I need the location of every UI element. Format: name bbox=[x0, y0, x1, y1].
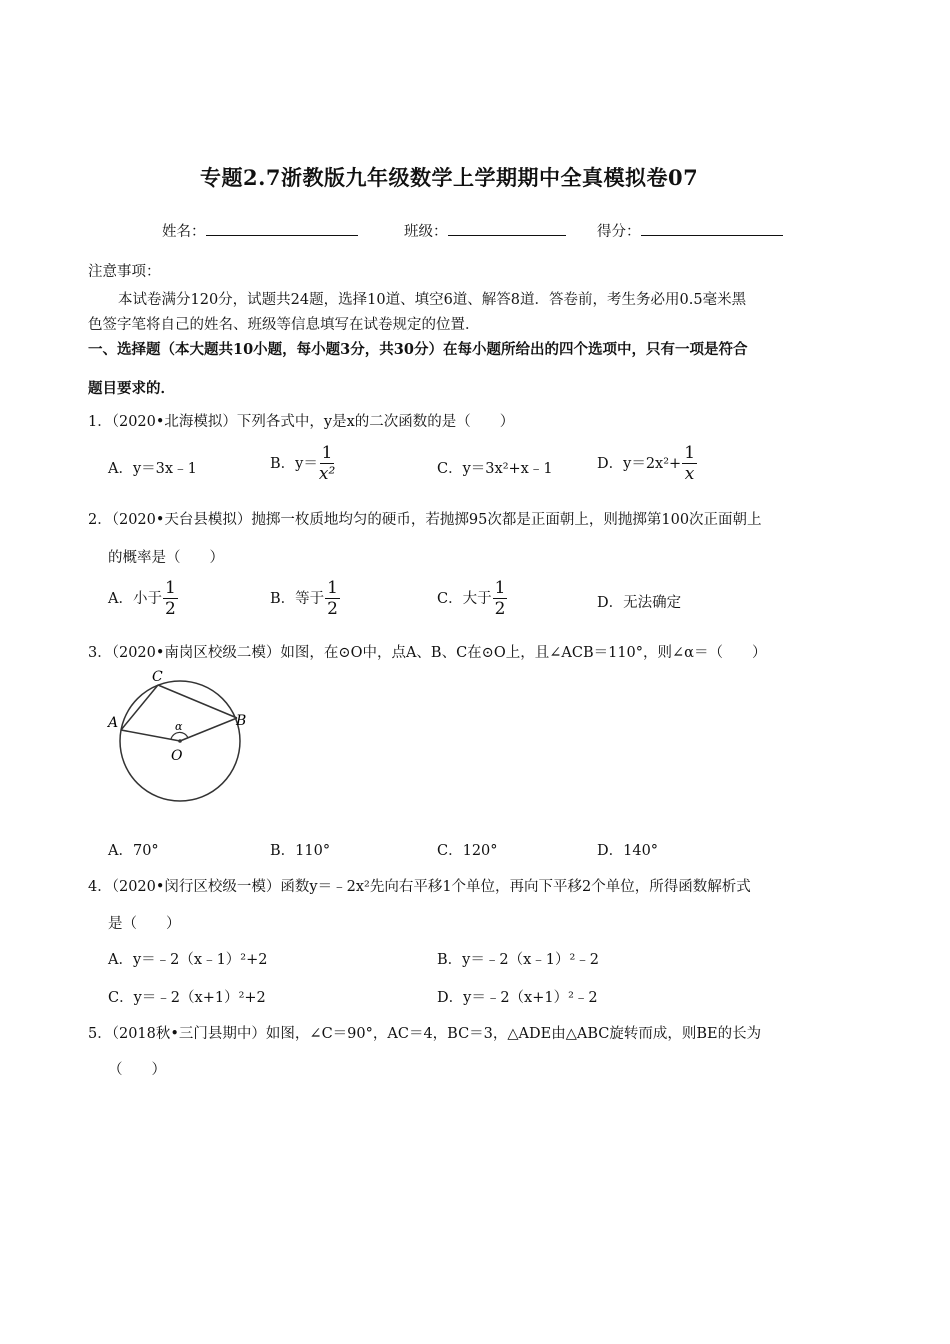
q3-option-d: D．140° bbox=[597, 843, 659, 859]
q3-option-c: C．120° bbox=[437, 843, 498, 859]
fraction-denominator: 2 bbox=[164, 599, 176, 619]
q2-option-c bbox=[437, 580, 508, 618]
score-label: 得分： bbox=[597, 224, 641, 240]
fraction-numerator: 1 bbox=[164, 578, 176, 598]
fraction-numerator: 1 bbox=[321, 443, 333, 463]
q4-stem-line-1: 4．（2020•闵行区校级一模）函数y＝﹣2x²先向右平移1个单位，再向下平移2个单位，所得函数解析式 bbox=[88, 879, 751, 895]
notice-line-1: 本试卷满分120分，试题共24题，选择10道、填空6道、解答8道．答卷前，考生务必用0.5毫米黑 bbox=[118, 292, 747, 308]
fraction-denominator: x² bbox=[318, 464, 336, 484]
fraction-numerator: 1 bbox=[494, 578, 506, 598]
center-point bbox=[178, 739, 182, 743]
score-field bbox=[597, 220, 783, 241]
fraction-numerator: 1 bbox=[327, 578, 338, 598]
notice-line-2: 色签字笔将自己的姓名、班级等信息填写在试卷规定的位置． bbox=[88, 317, 480, 333]
q4-option-b: B．y＝﹣2（x﹣1）²﹣2 bbox=[437, 952, 600, 968]
q2-option-a-fraction bbox=[163, 580, 178, 618]
label-b: B bbox=[236, 713, 247, 729]
q1-option-b bbox=[270, 445, 336, 483]
segment-ac bbox=[121, 685, 158, 730]
name-blank[interactable] bbox=[206, 221, 358, 236]
q2-option-b bbox=[270, 580, 341, 618]
q1-option-a: A．y＝3x﹣1 bbox=[108, 461, 197, 477]
q2-option-d: D．无法确定 bbox=[597, 595, 682, 611]
fraction-denominator: 2 bbox=[494, 599, 506, 619]
q3-option-a: A．70° bbox=[108, 843, 159, 859]
label-a: A bbox=[108, 715, 119, 731]
fraction-denominator: 2 bbox=[327, 599, 338, 619]
q1-stem: 1．（2020•北海模拟）下列各式中，y是x的二次函数的是（ ） bbox=[88, 414, 515, 430]
q2-option-b-fraction bbox=[325, 580, 340, 618]
q3-circle-figure bbox=[100, 665, 260, 815]
q2-option-b-prefix: B．等于 bbox=[270, 591, 325, 607]
label-alpha: α bbox=[175, 720, 183, 733]
name-label: 姓名： bbox=[162, 224, 206, 240]
q1-option-c: C．y＝3x²+x﹣1 bbox=[437, 461, 553, 477]
class-blank[interactable] bbox=[448, 221, 566, 236]
q4-stem-line-2: 是（ ） bbox=[108, 916, 181, 932]
q2-option-c-prefix: C．大于 bbox=[437, 591, 492, 607]
q2-option-a bbox=[108, 580, 179, 618]
q1-option-d-fraction bbox=[682, 445, 697, 483]
class-label: 班级： bbox=[404, 224, 448, 240]
q2-option-a-prefix: A．小于 bbox=[108, 591, 162, 607]
q5-stem-line-1: 5．（2018秋•三门县期中）如图，∠C＝90°，AC＝4，BC＝3，△ADE由△ABC旋转而成，则BE的长为 bbox=[88, 1026, 762, 1042]
q4-option-a: A．y＝﹣2（x﹣1）²+2 bbox=[108, 952, 268, 968]
section-heading-line-2: 题目要求的． bbox=[88, 380, 175, 397]
q1-option-d-prefix: D．y＝2x²+ bbox=[597, 456, 682, 472]
segment-bo bbox=[180, 718, 237, 741]
q4-option-c: C．y＝﹣2（x+1）²+2 bbox=[108, 990, 266, 1006]
label-c: C bbox=[152, 669, 163, 685]
q2-option-c-fraction bbox=[493, 580, 508, 618]
score-blank[interactable] bbox=[641, 221, 783, 236]
q3-stem: 3．（2020•南岗区校级二模）如图，在⊙O中，点A、B、C在⊙O上，且∠ACB＝110°，则∠α＝（ ） bbox=[88, 645, 767, 661]
notice-heading: 注意事项： bbox=[88, 264, 161, 280]
section-heading-line-1: 一、选择题（本大题共10小题，每小题3分，共30分）在每小题所给出的四个选项中，只有一项是符合 bbox=[88, 341, 748, 358]
q3-option-b: B．110° bbox=[270, 843, 331, 859]
page-title: 专题2.7浙教版九年级数学上学期期中全真模拟卷07 bbox=[200, 165, 699, 190]
segment-ao bbox=[121, 730, 180, 741]
q2-stem-line-2: 的概率是（ ） bbox=[108, 550, 224, 566]
q4-option-d: D．y＝﹣2（x+1）²﹣2 bbox=[437, 990, 598, 1006]
q1-option-b-fraction bbox=[319, 445, 335, 483]
q5-stem-line-2: （ ） bbox=[108, 1062, 166, 1078]
class-field bbox=[404, 220, 566, 241]
q2-stem-line-1: 2．（2020•天台县模拟）抛掷一枚质地均匀的硬币，若抛掷95次都是正面朝上，则抛掷第100次正面朝上 bbox=[88, 512, 762, 528]
label-o: O bbox=[171, 748, 183, 764]
name-field bbox=[162, 220, 358, 241]
fraction-numerator: 1 bbox=[684, 443, 696, 463]
fraction-denominator: x bbox=[684, 464, 695, 484]
q1-option-d bbox=[597, 445, 698, 483]
q1-option-b-prefix: B．y＝ bbox=[270, 456, 318, 472]
